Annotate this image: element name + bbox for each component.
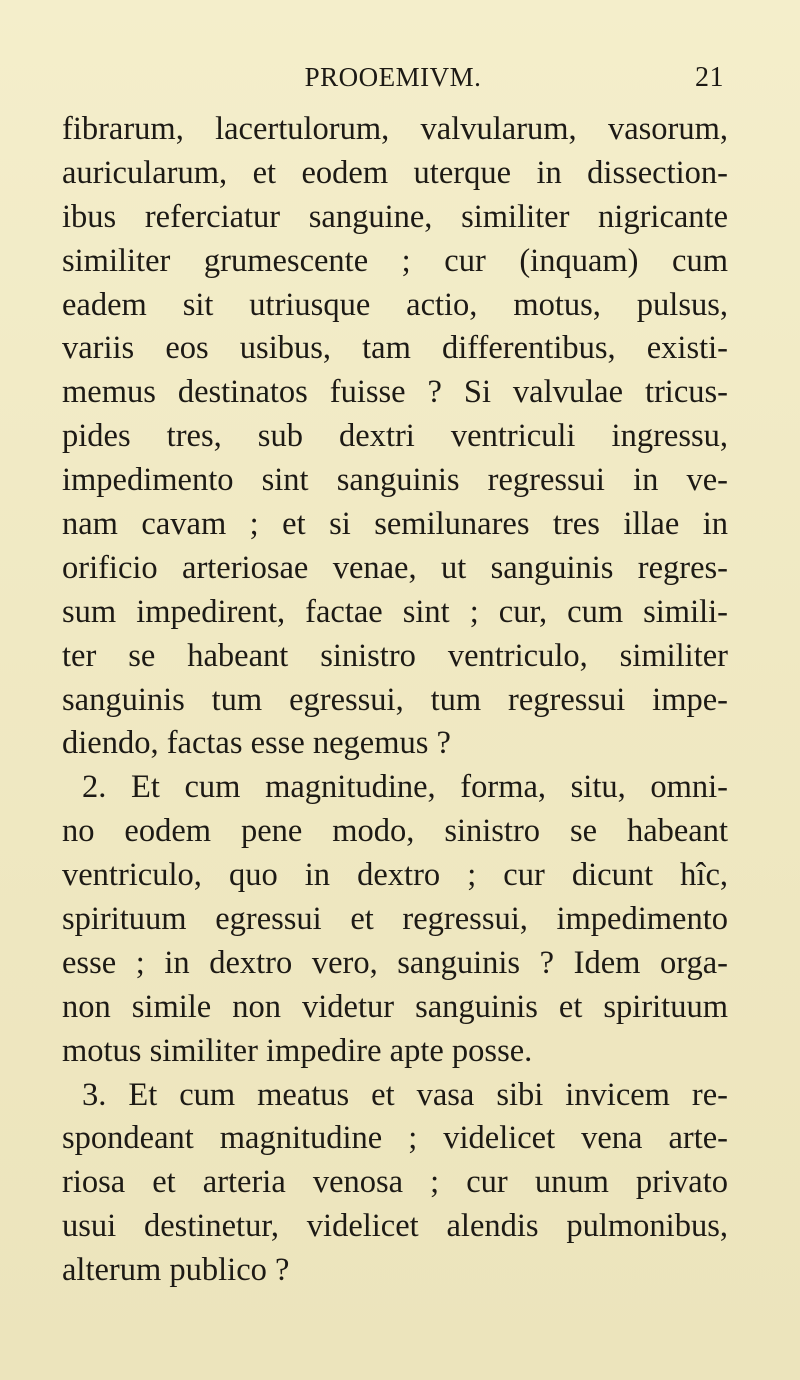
text-line: ventriculo, quo in dextro ; cur dicunt hîc, <box>62 857 728 894</box>
text-line: ibus referciatur sanguine, similiter nigricante <box>62 198 728 235</box>
text-line: variis eos usibus, tam differentibus, existi- <box>62 330 728 367</box>
text-line: nam cavam ; et si semilunares tres illae in <box>62 506 728 543</box>
text-line: sum impedirent, factae sint ; cur, cum simili- <box>62 593 728 630</box>
text-line: no eodem pene modo, sinistro se habeant <box>62 813 728 850</box>
text-line: sanguinis tum egressui, tum regressui impe- <box>62 681 728 718</box>
text-line: usui destinetur, videlicet alendis pulmonibus, <box>62 1208 728 1245</box>
text-line: orificio arteriosae venae, ut sanguinis regres- <box>62 549 728 586</box>
text-line: similiter grumescente ; cur (inquam) cum <box>62 242 728 279</box>
body-text <box>62 108 728 1293</box>
text-line: pides tres, sub dextri ventriculi ingressu, <box>62 418 728 455</box>
text-line: ter se habeant sinistro ventriculo, similiter <box>62 637 728 674</box>
text-line: fibrarum, lacertulorum, valvularum, vasorum, <box>62 111 728 147</box>
paragraph-end-line: alterum publico ? <box>62 1252 290 1289</box>
text-line: memus destinatos fuisse ? Si valvulae tricus- <box>62 374 728 411</box>
running-title: PROOEMIVM. <box>304 62 482 92</box>
text-line: spondeant magnitudine ; videlicet vena arte- <box>62 1120 728 1157</box>
text-line: esse ; in dextro vero, sanguinis ? Idem orga- <box>62 944 728 981</box>
text-line: non simile non videtur sanguinis et spirituum <box>62 988 728 1025</box>
text-line: riosa et arteria venosa ; cur unum privato <box>62 1164 728 1201</box>
section-2-start-line: 2. Et cum magnitudine, forma, situ, omni- <box>82 769 728 806</box>
text-line: eadem sit utriusque actio, motus, pulsus, <box>62 286 728 323</box>
section-3-start-line: 3. Et cum meatus et vasa sibi invicem re- <box>82 1076 728 1113</box>
text-line: impedimento sint sanguinis regressui in ve- <box>62 462 728 499</box>
paragraph-end-line: motus similiter impedire apte posse. <box>62 1032 533 1069</box>
text-line: auricularum, et eodem uterque in dissection- <box>62 154 728 191</box>
page-number: 21 <box>695 62 724 93</box>
running-head <box>62 62 724 102</box>
text-line: spirituum egressui et regressui, impedimento <box>62 901 728 938</box>
paragraph-end-line: diendo, factas esse negemus ? <box>62 725 451 762</box>
